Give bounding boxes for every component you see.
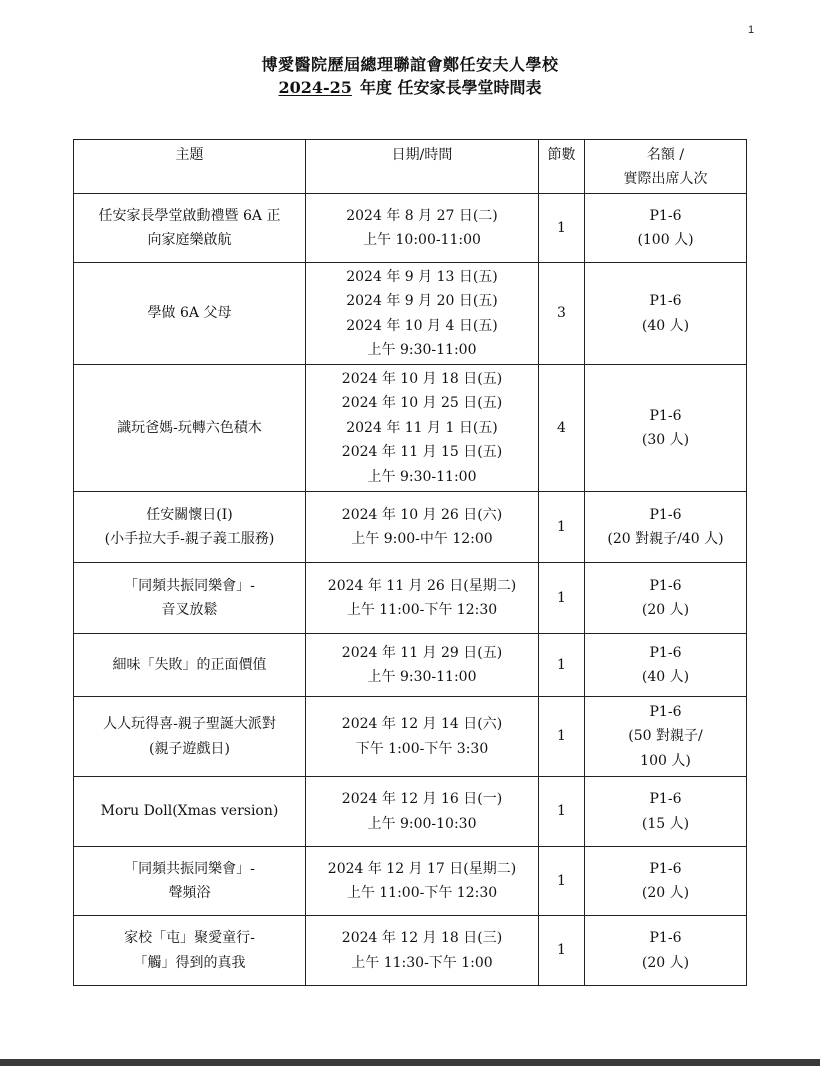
- datetime-line: 上午 9:00-中午 12:00: [351, 531, 493, 547]
- datetime-line: 2024 年 12 月 14 日(六): [341, 716, 503, 732]
- datetime-line: 2024 年 9 月 13 日(五): [346, 268, 498, 285]
- datetime-line: 上午 10:00-11:00: [363, 232, 481, 248]
- header-datetime: 日期/時間: [306, 140, 539, 194]
- table-body: [74, 194, 747, 986]
- header-quota: [585, 140, 747, 194]
- topic-cell: 識玩爸媽-玩轉六色積木: [74, 365, 306, 492]
- quota-cell: [585, 492, 747, 563]
- header-quota-line2: 實際出席人次: [623, 171, 708, 187]
- topic-cell: Moru Doll(Xmas version): [74, 777, 306, 847]
- table-row: [74, 777, 747, 847]
- sessions-cell: 1: [539, 847, 585, 916]
- quota-line: (50 對親子/: [628, 728, 703, 745]
- sessions-cell: 1: [539, 916, 585, 986]
- datetime-line: 2024 年 10 月 18 日(五): [341, 370, 503, 387]
- datetime-cell: [306, 263, 539, 365]
- quota-line: P1-6: [649, 703, 682, 720]
- datetime-line: 上午 11:00-下午 12:30: [346, 885, 498, 901]
- table-row: [74, 194, 747, 263]
- datetime-cell: [306, 563, 539, 634]
- quota-cell: [585, 847, 747, 916]
- topic-cell: 學做 6A 父母: [74, 263, 306, 365]
- quota-line: P1-6: [649, 860, 682, 877]
- quota-cell: [585, 365, 747, 492]
- quota-line: (20 人): [641, 954, 690, 971]
- quota-line: (20 人): [641, 885, 690, 901]
- quota-line: (40 人): [641, 317, 690, 334]
- topic-cell: 家校「屯」聚愛童行- 「觸」得到的真我: [74, 916, 306, 986]
- datetime-line: 上午 9:30-11:00: [367, 669, 477, 685]
- quota-cell: [585, 634, 747, 697]
- sessions-cell: 1: [539, 563, 585, 634]
- quota-line: P1-6: [649, 506, 682, 523]
- datetime-line: 上午 9:30-11:00: [367, 468, 477, 485]
- quota-line: P1-6: [649, 207, 682, 224]
- datetime-cell: [306, 634, 539, 697]
- datetime-line: 2024 年 11 月 26 日(星期二): [327, 577, 517, 594]
- datetime-cell: [306, 194, 539, 263]
- quota-line: (20 對親子/40 人): [607, 531, 724, 547]
- title-year: 2024-25: [278, 78, 352, 97]
- topic-cell: 人人玩得喜-親子聖誕大派對 (親子遊戲日): [74, 697, 306, 777]
- quota-line: 100 人): [640, 752, 691, 769]
- quota-cell: [585, 563, 747, 634]
- datetime-line: 上午 11:30-下午 1:00: [351, 954, 493, 971]
- table-row: [74, 263, 747, 365]
- quota-line: P1-6: [649, 644, 682, 661]
- schedule-table: [73, 139, 747, 986]
- school-name: 博愛醫院歷屆總理聯誼會鄭任安夫人學校: [261, 55, 559, 74]
- datetime-cell: [306, 916, 539, 986]
- page-number: 1: [748, 24, 755, 36]
- datetime-line: 下午 1:00-下午 3:30: [355, 740, 489, 757]
- quota-line: P1-6: [649, 577, 682, 594]
- sessions-cell: 1: [539, 492, 585, 563]
- datetime-line: 2024 年 11 月 1 日(五): [346, 419, 498, 436]
- datetime-line: 2024 年 10 月 26 日(六): [341, 506, 503, 523]
- quota-cell: [585, 697, 747, 777]
- quota-line: (40 人): [641, 669, 690, 685]
- document-title: [0, 76, 820, 100]
- sessions-cell: 3: [539, 263, 585, 365]
- datetime-line: 2024 年 10 月 25 日(五): [341, 395, 503, 412]
- datetime-line: 2024 年 8 月 27 日(二): [346, 207, 498, 224]
- datetime-line: 上午 11:00-下午 12:30: [346, 602, 498, 618]
- table-row: [74, 634, 747, 697]
- topic-cell: 任安關懷日(I) (小手拉大手-親子義工服務): [74, 492, 306, 563]
- document-header: [0, 54, 820, 100]
- header-topic: 主題: [74, 140, 306, 194]
- datetime-line: 2024 年 10 月 4 日(五): [346, 317, 498, 334]
- datetime-cell: [306, 847, 539, 916]
- bottom-bar: [0, 1059, 820, 1066]
- quota-line: P1-6: [649, 930, 682, 946]
- datetime-cell: [306, 492, 539, 563]
- table-row: [74, 847, 747, 916]
- topic-cell: 「同頻共振同樂會」- 音叉放鬆: [74, 563, 306, 634]
- datetime-line: 2024 年 12 月 17 日(星期二): [327, 860, 517, 877]
- datetime-line: 2024 年 11 月 15 日(五): [341, 444, 503, 461]
- table-row: [74, 563, 747, 634]
- datetime-line: 2024 年 9 月 20 日(五): [346, 293, 498, 309]
- sessions-cell: 1: [539, 777, 585, 847]
- quota-line: (15 人): [641, 815, 690, 832]
- sessions-cell: 1: [539, 634, 585, 697]
- table-row: [74, 492, 747, 563]
- topic-cell: 任安家長學堂啟動禮暨 6A 正 向家庭樂啟航: [74, 194, 306, 263]
- datetime-cell: [306, 777, 539, 847]
- quota-line: (30 人): [641, 432, 690, 448]
- header-sessions: 節數: [539, 140, 585, 194]
- table-row: [74, 916, 747, 986]
- quota-cell: [585, 916, 747, 986]
- title-text: 年度 任安家長學堂時間表: [359, 78, 542, 97]
- header-quota-line1: 名額 /: [646, 147, 685, 163]
- datetime-line: 上午 9:00-10:30: [367, 815, 477, 832]
- datetime-line: 2024 年 12 月 16 日(一): [341, 791, 503, 807]
- quota-line: (100 人): [637, 232, 694, 248]
- quota-cell: [585, 777, 747, 847]
- quota-line: P1-6: [649, 791, 682, 807]
- datetime-cell: [306, 697, 539, 777]
- datetime-line: 上午 9:30-11:00: [367, 342, 477, 358]
- table-row: [74, 697, 747, 777]
- topic-cell: 細味「失敗」的正面價值: [74, 634, 306, 697]
- table-row: [74, 365, 747, 492]
- quota-line: P1-6: [649, 407, 682, 424]
- quota-line: P1-6: [649, 293, 682, 309]
- sessions-cell: 1: [539, 194, 585, 263]
- sessions-cell: 1: [539, 697, 585, 777]
- sessions-cell: 4: [539, 365, 585, 492]
- datetime-line: 2024 年 12 月 18 日(三): [341, 930, 503, 946]
- quota-cell: [585, 263, 747, 365]
- datetime-cell: [306, 365, 539, 492]
- datetime-line: 2024 年 11 月 29 日(五): [341, 644, 503, 661]
- table-header-row: [74, 140, 747, 194]
- quota-line: (20 人): [641, 602, 690, 618]
- topic-cell: 「同頻共振同樂會」- 聲頻浴: [74, 847, 306, 916]
- quota-cell: [585, 194, 747, 263]
